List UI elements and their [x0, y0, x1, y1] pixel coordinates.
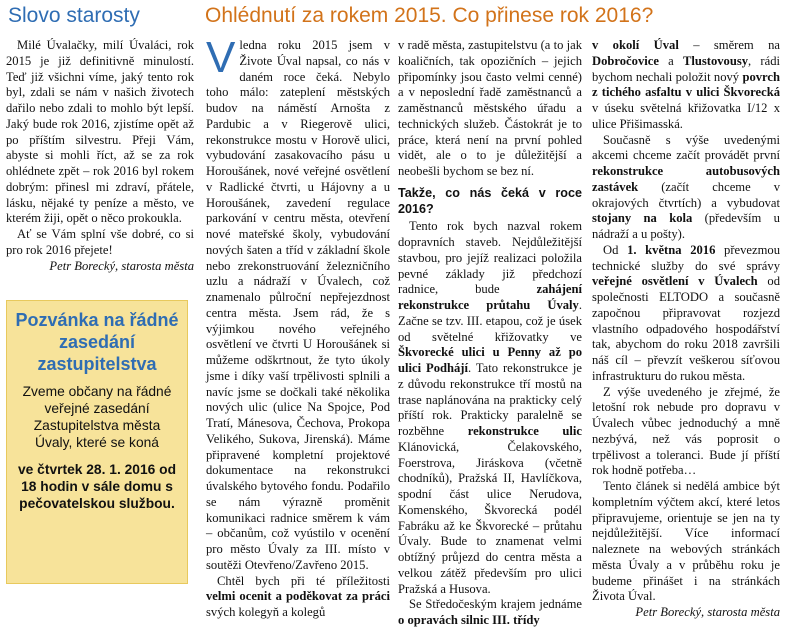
drop-cap: V	[206, 33, 236, 82]
article-signature: Petr Borecký, starosta města	[635, 605, 780, 619]
article-paragraph	[206, 33, 390, 574]
article-bold-text: veřejné osvětlení v Úvalech	[592, 274, 758, 289]
article-text: od společnosti ELTODO a současně započnou připravovat rozjezd vlastního odpadového hospodářství tak, abychom do roku 2018 završili náš cíl – převzít veškerou síťovou infrastrukturu do rukou města.	[592, 274, 780, 383]
council-invitation-box	[6, 300, 188, 584]
article-text: Se Středočeským krajem jednáme	[409, 597, 582, 612]
article-paragraph: Z výše uvedeného je zřejmé, že letošní rok nebude pro dopravu v Úvalech vůbec jednoduchý a mně nezbývá, než vás poprosit o trpělivost a toleranci. Bude jí příští rok hodně potřeba…	[592, 384, 780, 478]
article-text: v úseku světelná křižovatka I/12 x ulice Přišimasská.	[592, 101, 780, 131]
article-subheading: Takže, co nás čeká v roce 2016?	[398, 185, 582, 216]
mayor-signature: Petr Borecký, starosta města	[49, 258, 194, 273]
article-bold-text: velmi ocenit a poděkovat za práci	[206, 589, 390, 604]
article-headline: Ohlédnutí za rokem 2015. Co přinese rok 2016?	[205, 4, 654, 27]
article-bold-text: Škvorecké ulici u Penny až po ulici Podhájí	[398, 345, 582, 375]
article-bold-text: stojany na kola	[592, 211, 693, 226]
section-title-slovo-starosty: Slovo starosty	[8, 4, 140, 27]
article-bold-text: rekonstrukce ulic	[467, 424, 582, 438]
article-column-1	[206, 33, 390, 621]
article-text: svých kolegyň a kolegů	[206, 605, 326, 619]
article-text: , rádi bychom nechali položit nový	[592, 53, 780, 84]
article-paragraph: v radě města, zastupitelstvu (a to jak koaličních, tak opozičních – jejich připomínky jsou často velmi cenné) a v neposlední řadě zaměstnanců a zaměstnanců městského úřadu a technických služeb. Částokrát je to práce, která není na první pohled vidět, ale o to je důležitější a neobešli bychom se bez ní.	[398, 38, 582, 178]
invitation-body: Zveme občany na řádné veřejné zasedání Zastupitelstva města Úvaly, které se koná	[22, 384, 172, 450]
article-paragraph	[398, 597, 582, 629]
article-text: (začít chceme v okrajových čtvrtích) a vybudovat	[592, 179, 780, 210]
article-paragraph	[398, 219, 582, 597]
article-text: Chtěl bych při té příležitosti	[217, 573, 390, 588]
article-text: a	[668, 53, 674, 68]
mayor-word-wish: Ať se Vám splní vše dobré, co si pro rok 2016 přejete!	[6, 227, 194, 257]
invitation-title: Pozvánka na řádné zasedání zastupitelstva	[15, 310, 179, 374]
article-bold-text: zahájení rekonstrukce průtahu Úvaly	[398, 282, 582, 312]
article-text: . Tato rekonstrukce je z důvodu rekonstrukce tří mostů na trase naplánována na prakticky celý příští rok. Prakticky paralelně se rozběhne	[398, 361, 582, 438]
article-paragraph	[592, 243, 780, 385]
article-bold-text: Tlustovousy	[682, 53, 749, 68]
article-bold-text: 1. května 2016	[627, 242, 716, 257]
article-text: . Začne se tzv. III. etapou, což je úsek od světelné křižovatky ve	[398, 298, 582, 344]
article-text: Od	[603, 242, 619, 257]
article-paragraph	[592, 38, 780, 133]
invitation-date-place: ve čtvrtek 28. 1. 2016 od 18 hodin v sále domu s pečovatelskou službou.	[18, 462, 176, 511]
article-paragraph	[206, 574, 390, 621]
article-bold-text: Dobročovice	[592, 53, 659, 68]
mayor-word-paragraph: Milé Úvalačky, milí Úvaláci, rok 2015 je již definitivně minulostí. Teď již všichni víme, jaký tento rok byl, zdali se nám v našich životech dařilo nebo zdali to mohlo být lepší. Jaký bude rok 2016, zjistíme opět až po příštím silvestru. Přeji Vám, abyste si mohli říct, až se za rok ohlédnete zpět – rok 2016 byl rokem dobrým: přinesl mi zdraví, přátele, lásku, nějaké ty peníze a město, ve kterém žiji, opět o něco prokoukla.	[6, 38, 194, 226]
article-text: převezmou technické služby do své správy	[592, 242, 780, 273]
article-column-3	[592, 38, 780, 621]
article-bold-text: rekonstrukce autobusových zastávek	[592, 164, 780, 194]
article-text: Tento rok bych nazval rokem dopravních staveb. Nejdůležitější stavbou, pro jejíž realizaci položila pevné základy již předchozí radnice, bude	[398, 219, 582, 297]
article-text: – směrem na	[693, 38, 780, 52]
article-column-2	[398, 38, 582, 629]
column-mayor-word	[6, 38, 194, 274]
article-paragraph: Tento článek si nedělá ambice být kompletním výčtem akcí, které letos připravujeme, orientuje se jen na ty nejdůležitější. Více informací naleznete na webových stránkách města Úvaly a v průběhu roku je budeme přinášet i na stránkách Života Úval.	[592, 479, 780, 604]
article-text: Klánovická, Čelakovského, Foerstrova, Jiráskova (včetně chodníků), Pražská II, Havlíčkova, spodní část ulice Nerudova, Komenského, Škvorecká podél Fabráku až ke Škvorecké – průtahu Úvaly. Bude to znamenat velmi obtížný průjezd do centra města a velkou zátěž především pro ulici Pražská a Husova.	[398, 439, 582, 596]
article-bold-text: povrch z tichého asfaltu v ulici Škvorecká	[592, 69, 781, 100]
article-text: ledna roku 2015 jsem v Živote Úval napsal, co nás v daném roce čeká. Nebylo toho málo: zateplení městských budov na náměstí Arnošta z Pardubic a v Riegerově ulici, rekonstrukce mostu v Horově ulici, vybudování zasakovacího pásu u Horoušánek, nové veřejné osvětlení v Radlické čtvrti, u Hájovny a u Horoušánek, zavedení regulace parkování v centru města, otevření nové mateřské školy, vybudování nových šaten a tříd v základní škole nebo zrekonstruování železničního uzlu a nádraží v Úvalech, což znamenalo půlroční nepřejezdnost centra města. Jsem rád, že s výjimkou nového veřejného osvětlení ve čtvrti U Horoušánek si můžeme odškrtnout, že tyto úkoly jsme i díky vaší trpělivosti splnili a navíc jsme se dočkali také několika nových ulic (ulice Na Spojce, Pod Tratí, Mánesova, Čechova, Prokopa Velikého, Sukova, Jirenská). Máme připravené kompletní projektové dokumentace na rekonstrukci úvalského bytového fondu. Podařilo se nám výrazně proměnit komunikaci radnice směrem k vám – občanům, což vyústilo v ocenění pro město Úvaly za III. místo v soutěži Otevřeno/Zavřeno 2015.	[206, 38, 390, 572]
article-text: (především u nádraží a u pošty).	[592, 211, 780, 241]
article-bold-text: o opravách silnic III. třídy	[398, 613, 540, 627]
article-bold-text: v okolí Úval	[592, 38, 679, 52]
article-text: Současně s výše uvedenými akcemi chceme začít provádět první	[592, 132, 780, 163]
article-paragraph	[592, 133, 780, 243]
